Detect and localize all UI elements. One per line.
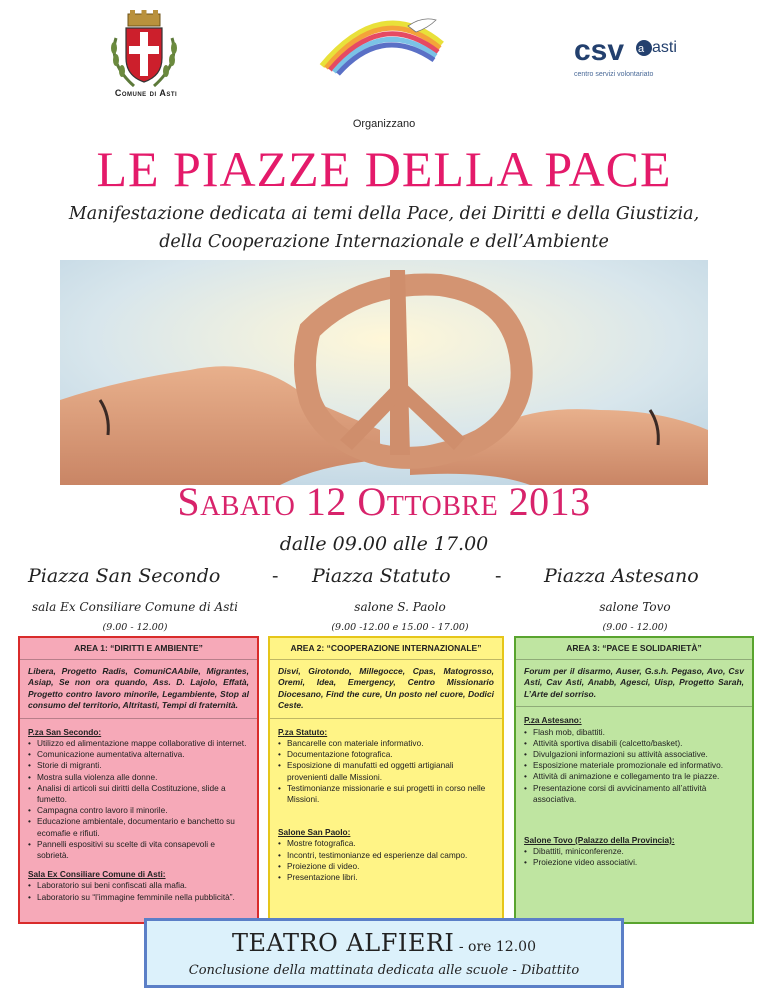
list-item: • Educazione ambientale, documentario e banchetto su ecomafie e rifiuti. (28, 816, 249, 838)
csv-logo-text: csv (574, 34, 625, 67)
list-item: • Bancarelle con materiale informativo. (278, 738, 494, 749)
list-item: • Testimonianze missionarie e sui progetti in corso nelle Missioni. (278, 783, 494, 805)
comune-di-asti-label: Comune di Asti (114, 88, 178, 98)
peace-hands-photo (60, 260, 708, 485)
list-item: • Dibattiti, miniconferenze. (524, 846, 744, 857)
teatro-heading (147, 929, 621, 957)
teatro-name: TEATRO ALFIERI (232, 929, 455, 957)
area-title: AREA 3: “PACE E SOLIDARIETÀ” (516, 638, 752, 660)
event-time: dalle 09.00 alle 17.00 (279, 533, 489, 555)
subtitle-line-1: Manifestazione dedicata ai temi della Pace, dei Diritti e della Giustizia, (68, 204, 700, 224)
list-item: • Presentazione libri. (278, 872, 494, 883)
place-separator: - (272, 565, 279, 587)
list-item: • Presentazione corsi di avvicinamento all’attività associativa. (524, 783, 744, 805)
list-item: • Laboratorio sui beni confiscati alla mafia. (28, 880, 249, 891)
teatro-alfieri-box (144, 918, 624, 988)
place-astesano: Piazza Astesano (544, 565, 699, 587)
area-section (516, 805, 752, 869)
list-item: • Flash mob, dibattiti. (524, 727, 744, 738)
section-title: Sala Ex Consiliare Comune di Asti: (28, 869, 166, 880)
area-section (270, 719, 502, 805)
area-organizations: Forum per il disarmo, Auser, G.s.h. Pegaso, Avo, Csv Asti, Cav Asti, Anabb, Agesci, Uisp, Progetto Sarah, L’Arte del sorriso. (516, 660, 752, 707)
event-date: Sabato 12 Ottobre 2013 (177, 479, 591, 524)
list-item: • Pannelli espositivi su scelte di vita consapevoli e sobrietà. (28, 839, 249, 861)
list-item: • Mostre fotografica. (278, 838, 494, 849)
area-section (20, 861, 257, 903)
list-item: • Attività di animazione e collegamento tra le piazze. (524, 771, 744, 782)
place-separator: - (495, 565, 502, 587)
section-title: P.za Astesano: (524, 715, 582, 726)
section-title: Salone Tovo (Palazzo della Provincia): (524, 834, 675, 845)
csv-asti-logo-icon (570, 30, 690, 86)
area-title: AREA 1: “DIRITTI E AMBIENTE” (20, 638, 257, 660)
place-san-secondo: Piazza San Secondo (28, 565, 221, 587)
page-title: LE PIAZZE DELLA PACE (96, 141, 672, 197)
area-section (20, 719, 257, 861)
list-item: • Esposizione di manufatti ed oggetti artigianali provenienti dalle Missioni. (278, 760, 494, 782)
piazze-della-pace-logo-icon (312, 4, 452, 84)
list-item: • Utilizzo ed alimentazione mappe collaborative di internet. (28, 738, 249, 749)
csv-asti-text: asti (652, 39, 677, 56)
section-title: Salone San Paolo: (278, 827, 351, 838)
list-item: • Attività sportiva disabili (calcetto/basket). (524, 738, 744, 749)
hours-astesano: (9.00 - 12.00) (602, 622, 668, 633)
list-item: • Esposizione materiale promozionale ed informativo. (524, 760, 744, 771)
hours-san-secondo: (9.00 - 12.00) (102, 622, 168, 633)
teatro-time: - ore 12.00 (454, 939, 536, 955)
organizzano-label: Organizzano (352, 118, 416, 130)
subtitle-line-2: della Cooperazione Internazionale e dell’Ambiente (159, 232, 609, 252)
list-item: • Storie di migranti. (28, 760, 249, 771)
area-organizations: Disvi, Girotondo, Millegocce, Cpas, Matogrosso, Oremi, Idea, Emergency, Centro Missionario Diocesano, Find the cure, Un posto nel cuore, Dodici Ceste. (270, 660, 502, 719)
teatro-subtitle: Conclusione della mattinata dedicata alle scuole - Dibattito (188, 963, 580, 978)
place-statuto: Piazza Statuto (312, 565, 451, 587)
area-organizations: Libera, Progetto Radis, ComuniCAAbile, Migrantes, Asiap, Se non ora quando, Ass. D. Lajolo, Effatà, Progetto contro lavoro minorile, Legambiente, Stop al consumo del territorio, Altritasti, Tempi di fraternità. (20, 660, 257, 719)
section-title: P.za Statuto: (278, 726, 328, 737)
list-item: • Laboratorio su “l’immagine femminile nella pubblicità”. (28, 892, 249, 903)
area-3-box (514, 636, 754, 924)
list-item: • Campagna contro lavoro il minorile. (28, 805, 249, 816)
salone-tovo: salone Tovo (599, 600, 671, 614)
list-item: • Proiezione di video. (278, 861, 494, 872)
list-item: • Divulgazioni informazioni su attività associative. (524, 749, 744, 760)
list-item: • Proiezione video associativi. (524, 857, 744, 868)
asti-coat-of-arms-icon (104, 8, 184, 90)
list-item: • Incontri, testimonianze ed esperienze dal campo. (278, 850, 494, 861)
list-item: • Mostra sulla violenza alle donne. (28, 772, 249, 783)
list-item: • Documentazione fotografica. (278, 749, 494, 760)
sala-ex-consiliare: sala Ex Consiliare Comune di Asti (31, 600, 239, 614)
area-section (516, 707, 752, 805)
list-item: • Comunicazione aumentativa alternativa. (28, 749, 249, 760)
area-2-box (268, 636, 504, 924)
hours-statuto: (9.00 -12.00 e 15.00 - 17.00) (331, 622, 469, 633)
csv-subtitle: centro servizi volontariato (574, 71, 654, 78)
salone-s-paolo: salone S. Paolo (354, 600, 446, 614)
area-1-box (18, 636, 259, 924)
section-title: P.za San Secondo: (28, 726, 102, 737)
list-item: • Analisi di articoli sui diritti della Costituzione, slide a fumetto. (28, 783, 249, 805)
area-section (270, 805, 502, 883)
svg-text:a: a (638, 43, 645, 55)
area-title: AREA 2: “COOPERAZIONE INTERNAZIONALE” (270, 638, 502, 660)
